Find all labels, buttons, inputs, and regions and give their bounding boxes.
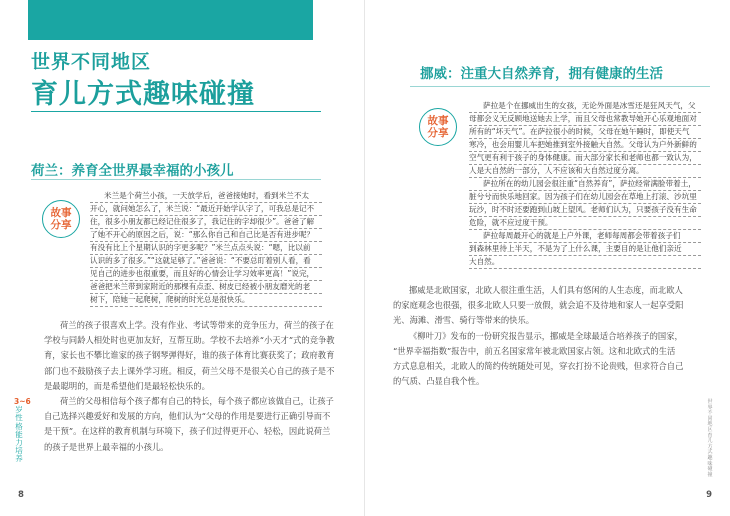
page-number-right: 9 [706,490,712,500]
paragraph-line: 的气质、凸显自我个性。 [393,376,485,387]
paragraph-line: 的家庭观念也很强，很多北欧人只要一放假，就会追不及待地和家人一起享受阳 [393,300,684,311]
right-page [365,0,730,516]
story-line: 住，很多小朋友都已经记住很多了，我记住的字却很少”。爸爸了解 [90,216,322,229]
badge-line2: 分享 [50,219,72,231]
page-number-left: 8 [18,490,24,500]
paragraph-line: 挪威是北欧国家，北欧人很注重生活，人们具有悠闲的人生态度，而北欧人 [409,285,683,295]
header-band [28,0,313,40]
story-line: 脏兮兮而快乐地回家。因为孩子们在幼儿园会在草地上打滚、沙坑里 [469,191,701,204]
story-line: 开心，就问她怎么了，米兰说：“最近开始学认字了，可我总是记不 [90,203,322,216]
side-running-title: 世界不同地区育儿方式趣味碰撞 [707,399,713,478]
story-line: 萨拉是个在挪威出生的女孩，无论外面是冰雪还是狂风天气，父 [469,100,701,113]
paragraph-line: 是最聪明的，而是希望他们是最轻松快乐的。 [44,380,210,391]
story-line: 米兰是个荷兰小孩，一天放学后，爸爸接她时，看到米兰不太 [90,190,322,203]
story-line: 有没有比上个星期认识的字更多呢？”米兰点点头说：“嗯，比以前 [90,242,322,255]
badge-line1: 故事 [50,207,72,219]
paragraph-line: 《柳叶刀》发布的一份研究报告显示，挪威是全球最适合培养孩子的国家， [409,330,683,341]
badge-line2: 分享 [427,127,449,139]
paragraph-line: “世界幸福指数”报告中，前五名国家常年被北欧国家占领。这和北欧式的生活 [393,345,676,356]
paragraph-line: 荷兰的父母相信每个孩子都有自己的特长，每个孩子都应该做自己，让孩子 [60,396,334,407]
paragraph-line: 部门也不鼓励孩子去上课外学习班。相反，荷兰父母不是很关心自己的孩子是不 [44,365,335,376]
side-tab-suffix: 岁 [15,405,23,415]
story-box [469,100,701,269]
story-line: 爸爸把米兰带到家附近的那棵有点歪、树皮已经被小朋友磨光的老 [90,281,322,294]
title-divider [31,111,321,112]
paragraph-line: 方式息息相关，北欧人的简约传统随处可见，穿衣打扮不论贵贱，但求符合自己 [393,361,684,372]
story-line: 萨拉所在的幼儿园会很注重“自然养育”，萨拉经常满脸带着土， [469,178,701,191]
paragraph-line: 育，家长也不攀比谁家的孩子钢琴弹得好，谁的孩子体育比赛获奖了；政府教育 [44,350,335,361]
section-title-netherlands: 荷兰：养育全世界最幸福的小孩儿 [31,163,234,179]
paragraph-line: 是干预”。在这样的教育机制与环境下，孩子们过得更开心、轻松，因此说荷兰 [44,426,331,437]
page-title-line1: 世界不同地区 [31,51,152,73]
story-box [90,190,322,307]
story-line: 空气更有利于孩子的身体健康。而大部分家长和老师也都一致认为， [469,152,701,165]
story-line: 了她不开心的原因之后，说：“那么你自己和自己比是否有进步呢？ [90,229,322,242]
chapter-side-tab [14,397,31,464]
story-line: 玩沙，时不时还要跑到山坡上望风。老师们认为，只要孩子没有生命 [469,204,701,217]
paragraph-line: 光、海滩、滑雪、骑行等带来的快乐。 [393,315,535,326]
story-line: 母都会义无反顾地送她去上学，而且父母也常教导她开心乐观地面对 [469,113,701,126]
section-divider [31,179,321,180]
story-badge [419,108,457,146]
story-line: 树下，陪她一起爬树，爬树的时光总是很快乐。 [90,294,322,307]
story-badge [42,200,80,238]
story-line: 到森林里待上半天，不是为了上什么课，主要目的是让他们亲近 [469,243,701,256]
paragraph-line: 的孩子是世界上最幸福的小孩儿。 [44,441,169,452]
body-text-norway [393,283,693,389]
story-line: 危险，就不应过度干预。 [469,217,701,230]
page-title-line2: 育儿方式趣味碰撞 [31,79,255,110]
section-title-norway: 挪威：注重大自然养育，拥有健康的生活 [420,66,663,82]
paragraph-line: 自己选择兴趣爱好和发展的方向，他们认为“父母的作用是要进行正确引导而不 [44,411,331,422]
story-line: 见自己的进步也很重要，而且好的心情会让学习效率更高！”说完， [90,268,322,281]
side-tab-number: 3~6 [14,397,31,406]
story-line: 认识的多了很多。”“这就足够了。”爸爸说：“不要总盯着别人看，看 [90,255,322,268]
side-tab-text: 性格能力培养 [15,413,23,464]
paragraph-line: 荷兰的孩子很喜欢上学。没有作业、考试等带来的竞争压力，荷兰的孩子在 [60,320,334,330]
story-line: 人是大自然的一部分，人不应该和大自然过度分离。 [469,165,701,178]
section-divider [410,86,710,87]
story-line: 所有的“坏天气”。在萨拉很小的时候，父母在她午睡时，即使天气 [469,126,701,139]
body-text-netherlands [44,318,335,455]
story-line: 大自然。 [469,256,701,269]
paragraph-line: 学校与同龄人相处时也更加友好，互帮互助。学校不去培养“小天才”式的竞争教 [44,335,335,346]
story-line: 寒冷，也会用婴儿车把她推到室外接触大自然。父母认为户外新鲜的 [469,139,701,152]
badge-line1: 故事 [427,115,449,127]
story-line: 萨拉每周最开心的就是上户外课，老师每周都会带着孩子们 [469,230,701,243]
